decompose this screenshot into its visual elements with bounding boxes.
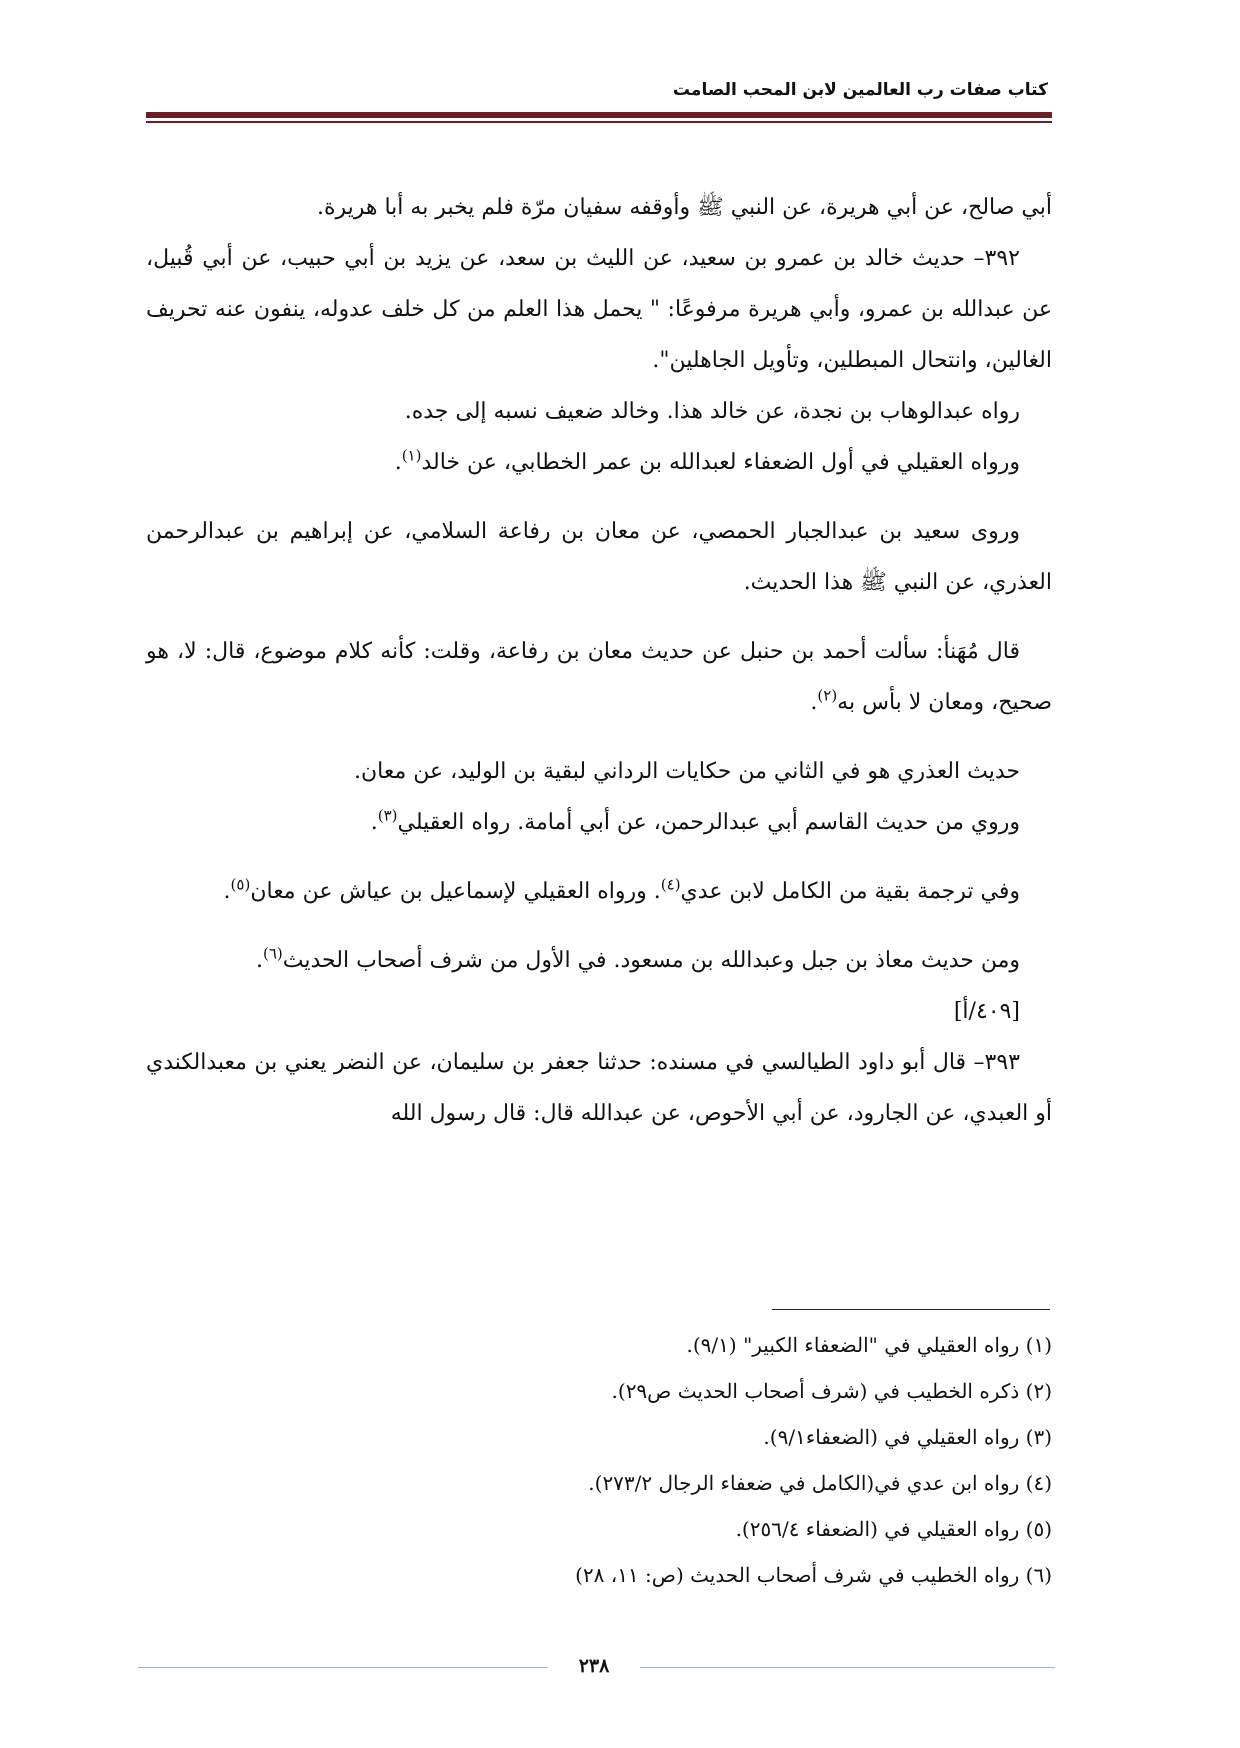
paragraph <box>146 1037 1052 1139</box>
paragraph <box>146 233 1052 386</box>
footnote-marker: (٥) <box>230 875 251 894</box>
text-run: . <box>394 450 402 475</box>
text-run: ٣٩٢– حديث خالد بن عمرو بن سعيد، عن الليث بن سعد، عن يزيد بن أبي حبيب، عن أبي قُبيل، عن عبدالله بن عمرو، وأبي هريرة مرفوعًا: " يحمل هذا العلم من كل خلف عدوله، ينفون عنه تحريف الغالين، وانتحال المبطلين، وتأويل الجاهلين". <box>146 246 1052 373</box>
paragraph <box>146 935 1052 986</box>
footnote: (٤) رواه ابن عدي في(الكامل في ضعفاء الرجال ٢٧٣/٢). <box>588 1471 1052 1495</box>
text-run: [٤٠٩/أ] <box>953 999 1020 1024</box>
paragraph <box>146 386 1052 437</box>
footnote-marker: (٣) <box>377 806 398 825</box>
footnote-marker: (١) <box>401 446 422 465</box>
text-run: ٣٩٣– قال أبو داود الطيالسي في مسنده: حدثنا جعفر بن سليمان، عن النضر يعني بن معبدالكندي أو العبدي، عن الجارود، عن أبي الأحوص، عن عبدالله قال: قال رسول الله <box>146 1050 1052 1126</box>
header-rule <box>146 112 1052 118</box>
footnote: (٣) رواه العقيلي في (الضعفاء٩/١). <box>763 1425 1052 1449</box>
footnote-marker: (٢) <box>817 686 838 705</box>
text-run: ورواه العقيلي في أول الضعفاء لعبدالله بن عمر الخطابي، عن خالد <box>421 450 1020 475</box>
text-run: وروي من حديث القاسم أبي عبدالرحمن، عن أبي أمامة. رواه العقيلي <box>397 810 1020 835</box>
text-run: وروى سعيد بن عبدالجبار الحمصي، عن معان بن رفاعة السلامي، عن إبراهيم بن عبدالرحمن العذري، عن النبي ﷺ هذا الحديث. <box>146 519 1052 595</box>
footnote: (٦) رواه الخطيب في شرف أصحاب الحديث (ص: ١١، ٢٨) <box>575 1563 1052 1587</box>
text-run: . ورواه العقيلي لإسماعيل بن عياش عن معان <box>250 879 661 904</box>
footnote: (٢) ذكره الخطيب في (شرف أصحاب الحديث ص٢٩). <box>611 1379 1052 1403</box>
footnote-marker: (٦) <box>263 944 283 963</box>
text-run: قال مُهَنأ: سألت أحمد بن حنبل عن حديث معان بن رفاعة، وقلت: كأنه كلام موضوع، قال: لا، هو صحيح، ومعان لا بأس به <box>146 639 1052 715</box>
page-number: ٢٣٨ <box>578 1655 610 1677</box>
footer-rule-right <box>640 1667 1055 1668</box>
footer-rule-left <box>138 1667 548 1668</box>
footnote: (١) رواه العقيلي في "الضعفاء الكبير" (٩/١). <box>686 1333 1052 1357</box>
text-run: . <box>370 810 378 835</box>
text-run: حديث العذري هو في الثاني من حكايات الرداني لبقية بن الوليد، عن معان. <box>354 759 1020 784</box>
paragraph <box>146 866 1052 917</box>
paragraph <box>146 746 1052 797</box>
paragraph <box>146 797 1052 848</box>
text-run: ومن حديث معاذ بن جبل وعبدالله بن مسعود. في الأول من شرف أصحاب الحديث <box>282 948 1020 973</box>
footnote: (٥) رواه العقيلي في (الضعفاء ٢٥٦/٤). <box>735 1517 1052 1541</box>
paragraph <box>146 506 1052 608</box>
paragraph <box>146 182 1052 233</box>
footnote-marker: (٤) <box>660 875 681 894</box>
paragraph <box>146 437 1052 488</box>
text-run: أبي صالح، عن أبي هريرة، عن النبي ﷺ وأوقفه سفيان مرّة فلم يخبر به أبا هريرة. <box>316 195 1052 220</box>
text-run: وفي ترجمة بقية من الكامل لابن عدي <box>680 879 1020 904</box>
header-rule-thin <box>146 121 1052 123</box>
running-header-title: كتاب صفات رب العالمين لابن المحب الصامت <box>672 80 1048 100</box>
footnotes <box>146 1322 1052 1598</box>
text-run: رواه عبدالوهاب بن نجدة، عن خالد هذا. وخالد ضعيف نسبه إلى جده. <box>404 399 1020 424</box>
folio-marker <box>146 986 1052 1037</box>
text-run: . <box>223 879 231 904</box>
text-run: . <box>256 948 263 973</box>
paragraph <box>146 626 1052 728</box>
text-run: . <box>810 690 818 715</box>
footnote-separator <box>772 1309 1050 1310</box>
main-text <box>146 182 1052 1139</box>
